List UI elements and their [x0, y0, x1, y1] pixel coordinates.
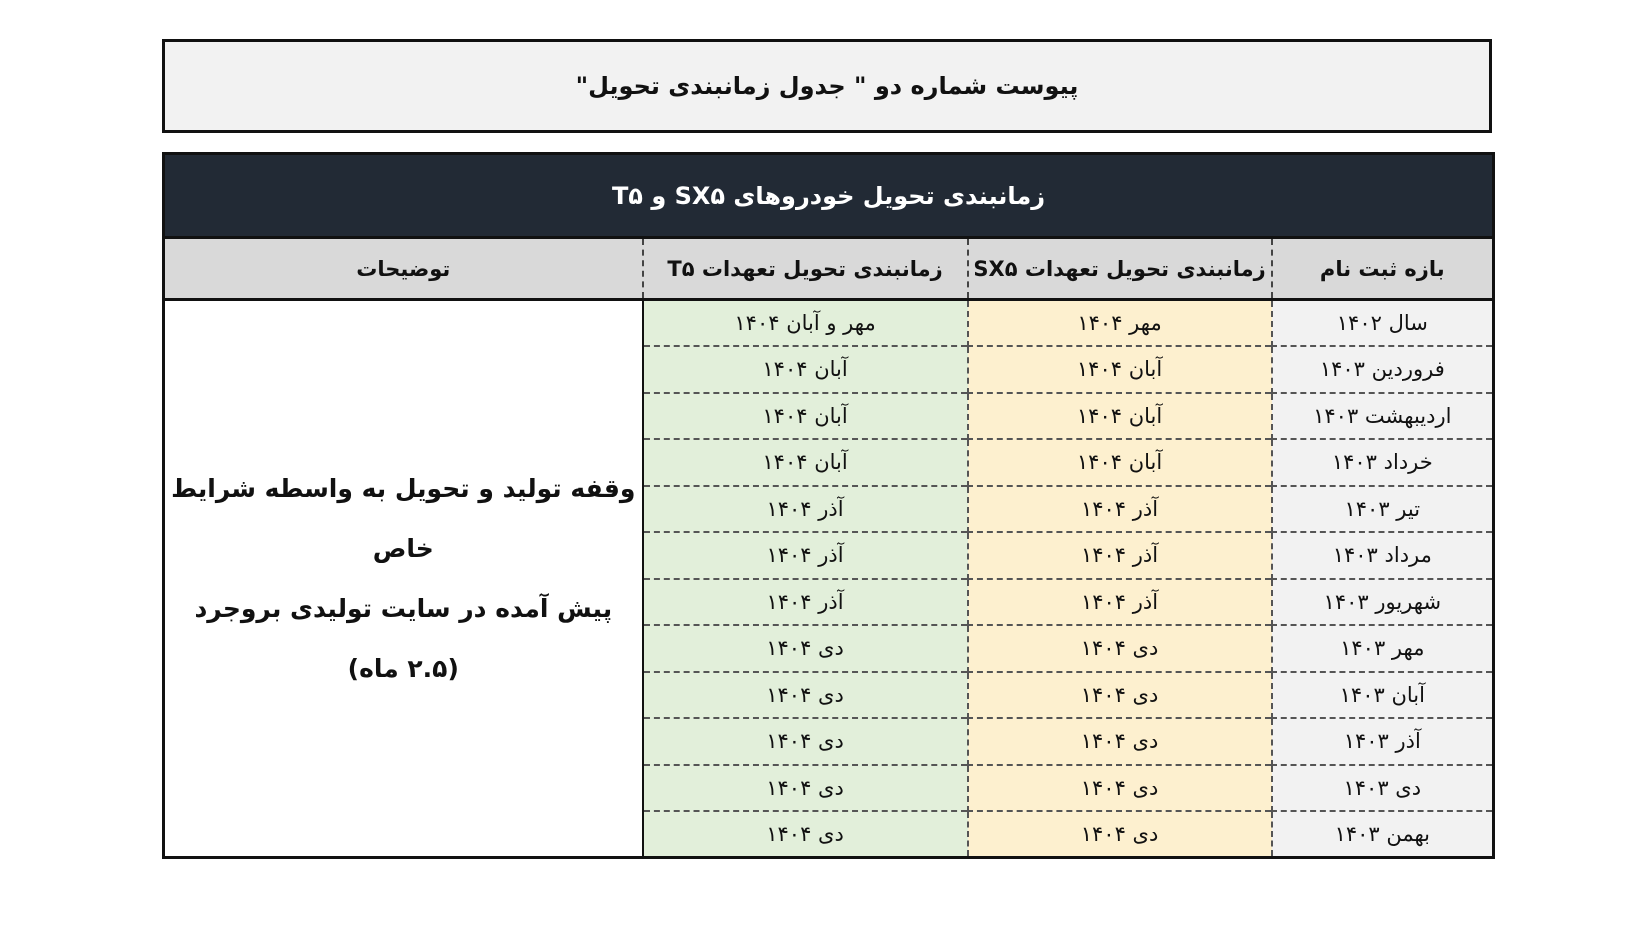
t5-cell: دی ۱۴۰۴: [643, 625, 968, 672]
sx5-cell: دی ۱۴۰۴: [968, 625, 1272, 672]
sx5-cell: مهر ۱۴۰۴: [968, 300, 1272, 347]
header-t5: زمانبندی تحویل تعهدات T۵: [643, 238, 968, 300]
sx5-cell: دی ۱۴۰۴: [968, 718, 1272, 765]
period-cell: سال ۱۴۰۲: [1272, 300, 1494, 347]
sx5-cell: آبان ۱۴۰۴: [968, 346, 1272, 393]
sx5-cell: دی ۱۴۰۴: [968, 765, 1272, 812]
t5-cell: دی ۱۴۰۴: [643, 811, 968, 858]
period-cell: خرداد ۱۴۰۳: [1272, 439, 1494, 486]
period-cell: آذر ۱۴۰۳: [1272, 718, 1494, 765]
t5-cell: آذر ۱۴۰۴: [643, 532, 968, 579]
period-cell: آبان ۱۴۰۳: [1272, 672, 1494, 719]
t5-cell: آذر ۱۴۰۴: [643, 579, 968, 626]
header-notes: توضیحات: [164, 238, 643, 300]
t5-cell: دی ۱۴۰۴: [643, 672, 968, 719]
t5-cell: دی ۱۴۰۴: [643, 718, 968, 765]
t5-cell: دی ۱۴۰۴: [643, 765, 968, 812]
page-title: پیوست شماره دو " جدول زمانبندی تحویل": [162, 39, 1492, 133]
t5-cell: آبان ۱۴۰۴: [643, 393, 968, 440]
sx5-cell: آذر ۱۴۰۴: [968, 532, 1272, 579]
sx5-cell: آبان ۱۴۰۴: [968, 439, 1272, 486]
header-period: بازه ثبت نام: [1272, 238, 1494, 300]
header-sx5: زمانبندی تحویل تعهدات SX۵: [968, 238, 1272, 300]
t5-cell: آبان ۱۴۰۴: [643, 346, 968, 393]
sx5-cell: آذر ۱۴۰۴: [968, 486, 1272, 533]
note-line-1: وقفه تولید و تحویل به واسطه شرایط خاص: [171, 473, 636, 563]
sx5-cell: دی ۱۴۰۴: [968, 672, 1272, 719]
t5-cell: مهر و آبان ۱۴۰۴: [643, 300, 968, 347]
period-cell: دی ۱۴۰۳: [1272, 765, 1494, 812]
notes-cell: [164, 300, 643, 858]
table-row: [164, 300, 1494, 347]
table-title: زمانبندی تحویل خودروهای SX۵ و T۵: [164, 154, 1494, 238]
period-cell: فروردین ۱۴۰۳: [1272, 346, 1494, 393]
note-line-3: (۲.۵ ماه): [347, 653, 459, 683]
sx5-cell: آذر ۱۴۰۴: [968, 579, 1272, 626]
period-cell: تیر ۱۴۰۳: [1272, 486, 1494, 533]
sx5-cell: دی ۱۴۰۴: [968, 811, 1272, 858]
period-cell: شهریور ۱۴۰۳: [1272, 579, 1494, 626]
t5-cell: آذر ۱۴۰۴: [643, 486, 968, 533]
sx5-cell: آبان ۱۴۰۴: [968, 393, 1272, 440]
note-line-2: پیش آمده در سایت تولیدی بروجرد: [194, 593, 613, 623]
period-cell: مهر ۱۴۰۳: [1272, 625, 1494, 672]
period-cell: بهمن ۱۴۰۳: [1272, 811, 1494, 858]
delivery-schedule-table: [162, 152, 1495, 859]
period-cell: اردیبهشت ۱۴۰۳: [1272, 393, 1494, 440]
period-cell: مرداد ۱۴۰۳: [1272, 532, 1494, 579]
t5-cell: آبان ۱۴۰۴: [643, 439, 968, 486]
